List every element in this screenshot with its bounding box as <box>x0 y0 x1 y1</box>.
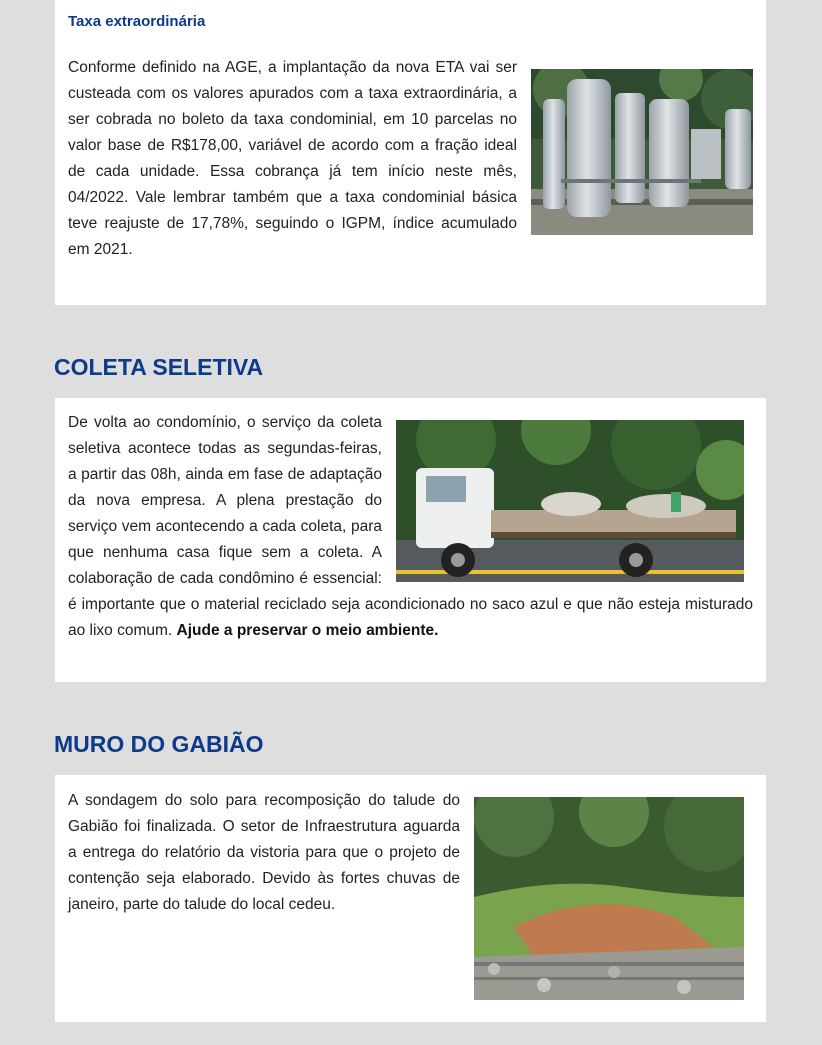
muro-body: A sondagem do solo para recomposição do talude do Gabião foi finalizada. O setor de Infraestrutura aguarda a entrega do relatório da vistoria para que o projeto de contenção seja elaborado. Devido às fortes chuvas de janeiro, parte do talude do local cedeu. <box>68 792 460 913</box>
muro-title: MURO DO GABIÃO <box>54 731 264 757</box>
taxa-subtitle: Taxa extraordinária <box>68 13 206 30</box>
gabiao-photo <box>474 797 744 1000</box>
eta-tanks-photo <box>531 69 753 235</box>
coleta-card <box>55 398 766 682</box>
coleta-highlight: Ajude a preservar o meio ambiente. <box>176 622 439 639</box>
taxa-body: Conforme definido na AGE, a implantação da nova ETA vai ser custeada com os valores apurados com a taxa extraordinária, a ser cobrada no boleto da taxa condominial, em 10 parcelas no valor base de R$178,00, variável de acordo com a fração ideal de cada unidade. Essa cobrança já tem início neste mês, 04/2022. Vale lembrar também que a taxa condominial básica teve reajuste de 17,78%, seguindo o IGPM, índice acumulado em 2021. <box>68 59 517 258</box>
coleta-body-text: De volta ao condomínio, o serviço da coleta seletiva acontece todas as segundas-feiras, a partir das 08h, ainda em fase de adaptação da nova empresa. A plena prestação do serviço vem acontecendo a cada coleta, para que nenhuma casa fique sem a coleta. A colaboração de cada condômino é essencial: é importante que o material reciclado seja acondicionado no saco azul e que não esteja misturado ao lixo comum. <box>68 414 753 639</box>
muro-card <box>55 775 766 1022</box>
truck-photo <box>396 420 744 582</box>
taxa-card <box>55 0 766 305</box>
coleta-title: COLETA SELETIVA <box>54 354 264 380</box>
